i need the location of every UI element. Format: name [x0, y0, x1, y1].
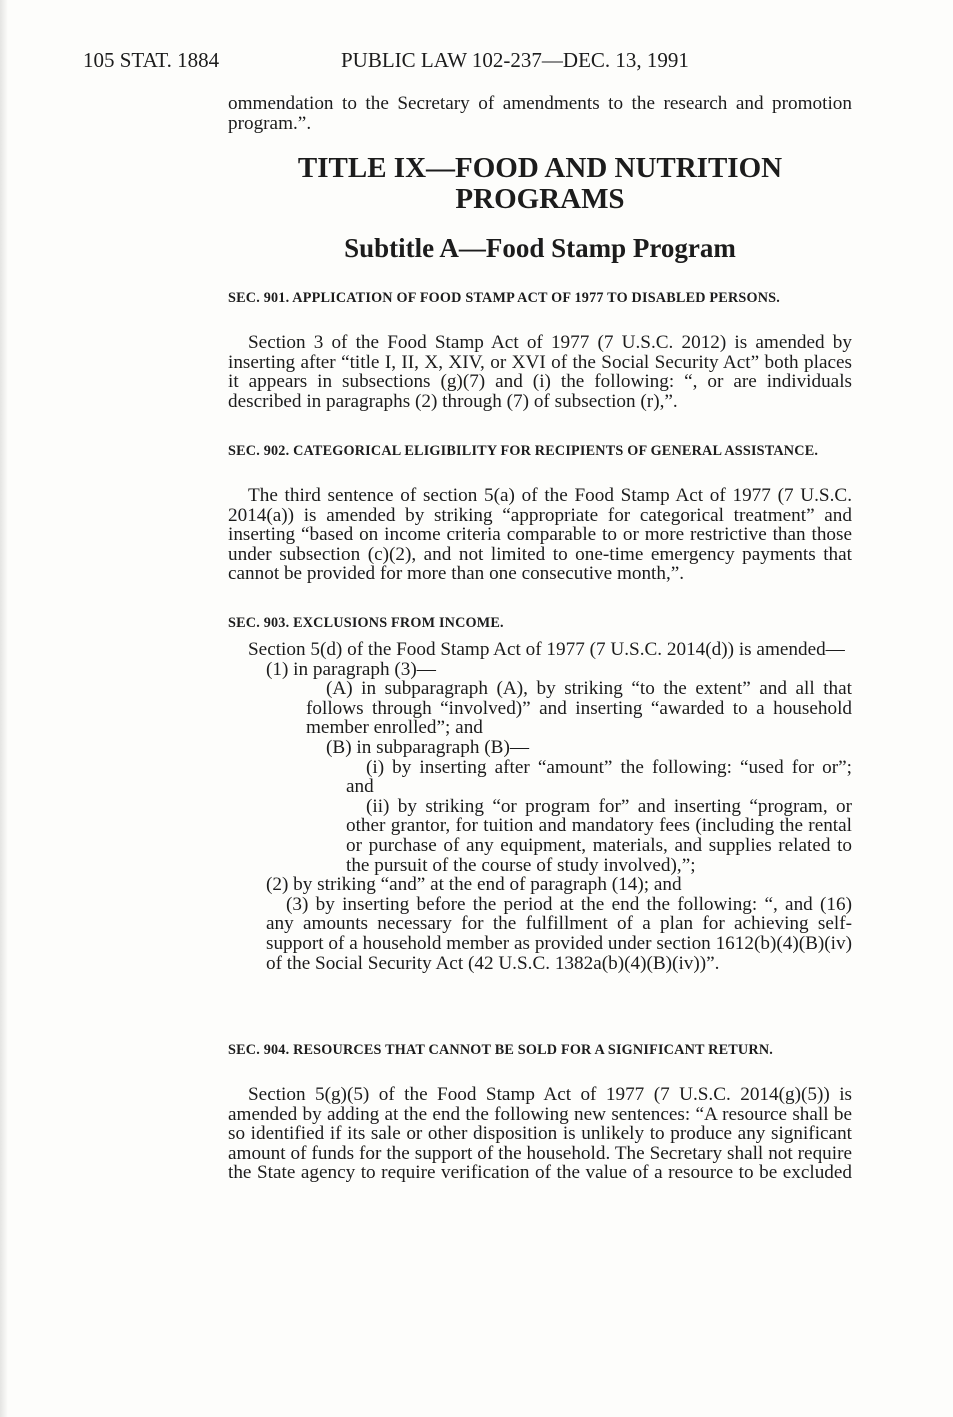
- list-item: (ii) by striking “or program for” and inserting “program, or other grantor, for tuition and mandatory fees (including the rental or purchase of any equipment, materials, and supplies related to the pursuit of the course of study involved),”;: [346, 795, 852, 876]
- list-item: (B) in subparagraph (B)—: [326, 736, 530, 758]
- section-902-text: The third sentence of section 5(a) of the Food Stamp Act of 1977 (7 U.S.C. 2014(a)) is amended by striking “appropriate for categorical treatment” and inserting “based on income criteria comparable to or more restrictive than those under subsection (c)(2), and not limited to one-time emergency payments that cannot be provided for more than one consecutive month,”.: [228, 485, 852, 585]
- running-header: PUBLIC LAW 102-237—DEC. 13, 1991: [341, 48, 689, 72]
- section-903-heading: SEC. 903. EXCLUSIONS FROM INCOME.: [228, 615, 504, 631]
- section-904-heading: SEC. 904. RESOURCES THAT CANNOT BE SOLD FOR A SIGNIFICANT RETURN.: [228, 1042, 774, 1058]
- scan-edge: [0, 0, 8, 1417]
- list-item: (A) in subparagraph (A), by striking “to the extent” and all that follows through “involved)” and inserting “awarded to a household member enrolled”; and: [306, 678, 852, 739]
- section-902-heading: SEC. 902. CATEGORICAL ELIGIBILITY FOR RECIPIENTS OF GENERAL ASSISTANCE.: [228, 443, 819, 459]
- title-heading: [228, 153, 852, 215]
- section-901-heading: SEC. 901. APPLICATION OF FOOD STAMP ACT OF 1977 TO DISABLED PERSONS.: [228, 290, 781, 306]
- stat-page-number: 105 STAT. 1884: [83, 48, 220, 72]
- title-line-2: PROGRAMS: [455, 183, 625, 215]
- list-item: (3) by inserting before the period at the end the following: “, and (16) any amounts necessary for the fulfillment of a plan for achieving self-support of a household member as provided under section 1612(b)(4)(B)(iv) of the Social Security Act (42 U.S.C. 1382a(b)(4)(B)(iv))”.: [266, 893, 852, 974]
- section-903-text: Section 5(d) of the Food Stamp Act of 1977 (7 U.S.C. 2014(d)) is amended—: [248, 639, 845, 660]
- list-item: (1) in paragraph (3)—: [266, 658, 436, 680]
- section-904-text: Section 5(g)(5) of the Food Stamp Act of 1977 (7 U.S.C. 2014(g)(5)) is amended by adding at the end the following new sentences: “A resource shall be so identified if its sale or other disposition is unlikely to produce any significant amount of funds for the support of the household. The Secretary shall not require the State agency to require verification of the value of a resource to be excluded: [228, 1084, 852, 1184]
- section-901-text: Section 3 of the Food Stamp Act of 1977 (7 U.S.C. 2012) is amended by inserting after “title I, II, X, XIV, or XVI of the Social Security Act” both places it appears in subsections (g)(7) and (i) the following: “, or are individuals described in paragraphs (2) through (7) of subsection (r),”.: [228, 332, 852, 412]
- section-903-body: [228, 640, 852, 973]
- title-line-1: TITLE IX—FOOD AND NUTRITION: [297, 152, 783, 184]
- list-item: (2) by striking “and” at the end of paragraph (14); and: [266, 874, 682, 896]
- carryover-text: ommendation to the Secretary of amendments to the research and promotion program.”.: [228, 93, 852, 134]
- list-item: (i) by inserting after “amount” the following: “used for or”; and: [346, 756, 852, 798]
- subtitle-heading: Subtitle A—Food Stamp Program: [344, 233, 736, 263]
